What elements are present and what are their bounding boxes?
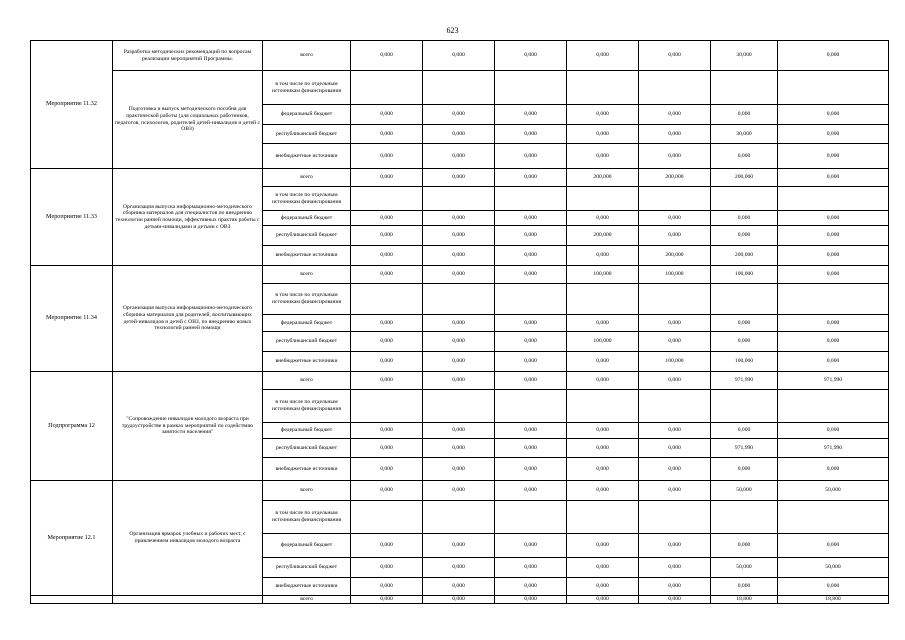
value-cell: 0,000 (711, 105, 778, 125)
source-label-extra: внебюджетные источники (263, 352, 351, 372)
value-cell: 0,000 (778, 105, 889, 125)
program-name: Мероприятие 11.34 (31, 266, 113, 372)
value-cell: 0,000 (567, 125, 639, 144)
value-cell: 0,000 (351, 423, 423, 439)
value-cell: 0,000 (351, 534, 423, 558)
value-cell: 0,000 (351, 144, 423, 169)
value-cell: 0,000 (351, 315, 423, 332)
value-cell: 0,000 (639, 144, 711, 169)
top-row-description: Разработка методических рекомендаций по вопросам реализации мероприятий Программы. (113, 41, 263, 71)
value-cell: 0,000 (778, 578, 889, 596)
value-cell: 0,000 (778, 266, 889, 284)
value-cell: 0,000 (495, 423, 567, 439)
empty-cell (778, 284, 889, 315)
value-cell: 50,000 (711, 558, 778, 578)
value-cell: 0,000 (639, 105, 711, 125)
value-cell: 100,000 (711, 352, 778, 372)
value-cell: 0,000 (351, 246, 423, 266)
value-cell: 0,000 (423, 578, 495, 596)
value-cell: 0,000 (351, 105, 423, 125)
value-cell: 0,000 (567, 458, 639, 481)
value-cell: 0,000 (351, 332, 423, 352)
value-cell: 50,000 (778, 481, 889, 501)
value-cell: 0,000 (711, 423, 778, 439)
value-cell: 0,000 (495, 534, 567, 558)
value-cell: 18,800 (711, 596, 778, 604)
value-cell: 0,000 (495, 144, 567, 169)
empty-cell (639, 501, 711, 534)
value-cell: 0,000 (495, 211, 567, 226)
value-cell: 0,000 (495, 596, 567, 604)
value-cell: 0,000 (495, 352, 567, 372)
value-cell: 200,000 (567, 169, 639, 187)
value-cell: 0,000 (778, 315, 889, 332)
empty-cell (711, 187, 778, 211)
value-cell: 0,000 (423, 246, 495, 266)
empty-cell (423, 501, 495, 534)
empty-cell (31, 596, 113, 604)
value-cell: 200,000 (711, 246, 778, 266)
value-cell: 0,000 (495, 105, 567, 125)
program-name: Мероприятие 11.33 (31, 169, 113, 266)
value-cell: 50,000 (711, 481, 778, 501)
source-label-federal: федеральный бюджет (263, 423, 351, 439)
empty-cell (495, 71, 567, 105)
program-description: Организация ярмарок учебных и рабочих мест, с привлечением инвалидов молодого возраста (113, 481, 263, 596)
source-label-incl: в том числе по отдельным источникам финансирования (263, 187, 351, 211)
value-cell: 0,000 (423, 144, 495, 169)
value-cell: 0,000 (567, 352, 639, 372)
value-cell: 0,000 (423, 481, 495, 501)
empty-cell (639, 71, 711, 105)
source-label-incl: в том числе по отдельным источникам финансирования (263, 71, 351, 105)
value-cell: 0,000 (351, 596, 423, 604)
value-cell: 971,990 (711, 439, 778, 458)
value-cell: 0,000 (639, 372, 711, 390)
value-cell: 0,000 (567, 315, 639, 332)
value-cell: 0,000 (495, 41, 567, 71)
value-cell: 0,000 (423, 439, 495, 458)
source-label-republic: республиканский бюджет (263, 226, 351, 246)
empty-cell (495, 390, 567, 423)
program-description: Подготовка и выпуск методического пособия для практической работы (для социальных работников, педагогов, психологов, родителей детей-инвалидов и детей с ОВЗ) (113, 71, 263, 169)
source-label-federal: федеральный бюджет (263, 105, 351, 125)
source-label-extra: внебюджетные источники (263, 578, 351, 596)
value-cell: 0,000 (639, 596, 711, 604)
value-cell: 0,000 (639, 315, 711, 332)
value-cell: 0,000 (351, 125, 423, 144)
value-cell: 0,000 (495, 266, 567, 284)
value-cell: 0,000 (351, 558, 423, 578)
value-cell: 0,000 (567, 105, 639, 125)
value-cell: 0,000 (711, 315, 778, 332)
value-cell: 0,000 (423, 352, 495, 372)
value-cell: 0,000 (778, 332, 889, 352)
value-cell: 0,000 (567, 558, 639, 578)
table-row-total (31, 266, 889, 284)
empty-cell (567, 71, 639, 105)
value-cell: 0,000 (639, 226, 711, 246)
value-cell: 0,000 (423, 458, 495, 481)
value-cell: 0,000 (423, 558, 495, 578)
value-cell: 0,000 (351, 266, 423, 284)
empty-cell (495, 187, 567, 211)
value-cell: 0,000 (567, 534, 639, 558)
source-label-total: всего (263, 169, 351, 187)
value-cell: 0,000 (423, 169, 495, 187)
value-cell: 0,000 (495, 169, 567, 187)
value-cell: 0,000 (567, 144, 639, 169)
value-cell: 0,000 (711, 211, 778, 226)
value-cell: 0,000 (423, 226, 495, 246)
empty-cell (423, 284, 495, 315)
value-cell: 0,000 (567, 596, 639, 604)
value-cell: 0,000 (423, 266, 495, 284)
value-cell: 0,000 (351, 352, 423, 372)
program-description: Организация выпуска информационно-методического сборника материалов для родителей, воспитывающих детей-инвалидов и детей с ОВЗ, по внедрению новых технологий ранней помощи (113, 266, 263, 372)
value-cell: 0,000 (423, 211, 495, 226)
table-row-total (31, 481, 889, 501)
value-cell: 100,000 (567, 332, 639, 352)
source-label-incl: в том числе по отдельным источникам финансирования (263, 501, 351, 534)
value-cell: 0,000 (778, 144, 889, 169)
value-cell: 0,000 (351, 481, 423, 501)
value-cell: 0,000 (639, 439, 711, 458)
value-cell: 0,000 (567, 481, 639, 501)
program-name: Подпрограмма 12 (31, 372, 113, 481)
value-cell: 0,000 (423, 596, 495, 604)
table-row-incl (31, 71, 889, 105)
value-cell: 0,000 (495, 246, 567, 266)
source-label-incl: в том числе по отдельным источникам финансирования (263, 390, 351, 423)
empty-cell (778, 71, 889, 105)
value-cell: 200,000 (639, 246, 711, 266)
source-label-incl: в том числе по отдельным источникам финансирования (263, 284, 351, 315)
source-label-republic: республиканский бюджет (263, 439, 351, 458)
value-cell: 0,000 (778, 211, 889, 226)
page-number: 623 (446, 26, 459, 35)
empty-cell (778, 390, 889, 423)
budget-table (30, 40, 889, 604)
value-cell: 0,000 (567, 246, 639, 266)
empty-cell (711, 501, 778, 534)
value-cell: 0,000 (711, 332, 778, 352)
value-cell: 971,990 (778, 439, 889, 458)
program-description: Организация выпуска информационно-методического сборника материалов для специалистов по внедрению технологии ранней помощи, эффективных практик работы с детьми-инвалидами и детьми с ОВЗ (113, 169, 263, 266)
value-cell: 0,000 (495, 372, 567, 390)
value-cell: 0,000 (423, 315, 495, 332)
value-cell: 0,000 (567, 578, 639, 596)
value-cell: 30,000 (711, 125, 778, 144)
source-label-total: всего (263, 372, 351, 390)
value-cell: 0,000 (778, 41, 889, 71)
table-row-total (31, 41, 889, 71)
value-cell: 200,000 (567, 226, 639, 246)
source-label-total: всего (263, 481, 351, 501)
empty-cell (711, 284, 778, 315)
value-cell: 50,000 (778, 558, 889, 578)
value-cell: 0,000 (351, 372, 423, 390)
value-cell: 0,000 (567, 423, 639, 439)
value-cell: 0,000 (567, 41, 639, 71)
source-label-republic: республиканский бюджет (263, 332, 351, 352)
empty-cell (639, 187, 711, 211)
value-cell: 0,000 (778, 125, 889, 144)
value-cell: 0,000 (495, 125, 567, 144)
value-cell: 0,000 (639, 558, 711, 578)
value-cell: 0,000 (495, 439, 567, 458)
empty-cell (711, 71, 778, 105)
empty-cell (567, 390, 639, 423)
value-cell: 0,000 (778, 226, 889, 246)
empty-cell (423, 187, 495, 211)
value-cell: 200,000 (639, 169, 711, 187)
empty-cell (351, 187, 423, 211)
value-cell: 0,000 (495, 226, 567, 246)
empty-cell (711, 390, 778, 423)
value-cell: 200,000 (711, 169, 778, 187)
empty-cell (495, 284, 567, 315)
empty-cell (567, 501, 639, 534)
empty-cell (567, 187, 639, 211)
value-cell: 0,000 (351, 41, 423, 71)
value-cell: 0,000 (639, 125, 711, 144)
program-name: Мероприятие 11.32 (31, 41, 113, 169)
value-cell: 0,000 (423, 332, 495, 352)
value-cell: 0,000 (567, 372, 639, 390)
value-cell: 0,000 (639, 211, 711, 226)
value-cell: 0,000 (639, 534, 711, 558)
value-cell: 0,000 (423, 372, 495, 390)
table-row-total (31, 169, 889, 187)
value-cell: 0,000 (423, 423, 495, 439)
value-cell: 0,000 (351, 439, 423, 458)
value-cell: 0,000 (423, 105, 495, 125)
value-cell: 0,000 (639, 481, 711, 501)
value-cell: 0,000 (567, 211, 639, 226)
value-cell: 30,000 (711, 41, 778, 71)
program-name: Мероприятие 12.1 (31, 481, 113, 596)
value-cell: 18,800 (778, 596, 889, 604)
program-description: "Сопровождение инвалидов молодого возраста при трудоустройстве в рамках мероприятий по содействию занятости населения" (113, 372, 263, 481)
value-cell: 0,000 (351, 226, 423, 246)
value-cell: 0,000 (778, 534, 889, 558)
value-cell: 971,990 (778, 372, 889, 390)
value-cell: 0,000 (351, 169, 423, 187)
value-cell: 0,000 (351, 458, 423, 481)
value-cell: 0,000 (423, 125, 495, 144)
value-cell: 0,000 (495, 578, 567, 596)
value-cell: 100,000 (711, 266, 778, 284)
source-label-republic: республиканский бюджет (263, 558, 351, 578)
source-label-total: всего (263, 266, 351, 284)
value-cell: 0,000 (711, 144, 778, 169)
value-cell: 0,000 (639, 578, 711, 596)
empty-cell (113, 596, 263, 604)
source-label-extra: внебюджетные источники (263, 458, 351, 481)
value-cell: 0,000 (495, 315, 567, 332)
value-cell: 0,000 (778, 423, 889, 439)
source-label-extra: внебюджетные источники (263, 144, 351, 169)
value-cell: 0,000 (778, 458, 889, 481)
value-cell: 0,000 (711, 458, 778, 481)
empty-cell (778, 187, 889, 211)
value-cell: 100,000 (567, 266, 639, 284)
value-cell: 0,000 (711, 226, 778, 246)
table-row-total (31, 596, 889, 604)
source-label-republic: республиканский бюджет (263, 125, 351, 144)
value-cell: 0,000 (639, 423, 711, 439)
empty-cell (423, 71, 495, 105)
value-cell: 0,000 (639, 332, 711, 352)
table-row-total (31, 372, 889, 390)
source-label-total: всего (263, 41, 351, 71)
value-cell: 0,000 (495, 458, 567, 481)
source-label-total: всего (263, 596, 351, 604)
empty-cell (351, 71, 423, 105)
value-cell: 100,000 (639, 352, 711, 372)
value-cell: 0,000 (495, 481, 567, 501)
source-label-federal: федеральный бюджет (263, 211, 351, 226)
empty-cell (423, 390, 495, 423)
empty-cell (351, 501, 423, 534)
empty-cell (778, 501, 889, 534)
source-label-federal: федеральный бюджет (263, 534, 351, 558)
value-cell: 0,000 (639, 41, 711, 71)
value-cell: 0,000 (778, 352, 889, 372)
value-cell: 0,000 (778, 246, 889, 266)
value-cell: 971,990 (711, 372, 778, 390)
value-cell: 0,000 (351, 211, 423, 226)
value-cell: 0,000 (639, 458, 711, 481)
empty-cell (351, 284, 423, 315)
value-cell: 0,000 (495, 332, 567, 352)
value-cell: 0,000 (495, 558, 567, 578)
empty-cell (351, 390, 423, 423)
value-cell: 0,000 (711, 578, 778, 596)
value-cell: 100,000 (639, 266, 711, 284)
value-cell: 0,000 (711, 534, 778, 558)
source-label-extra: внебюджетные источники (263, 246, 351, 266)
empty-cell (567, 284, 639, 315)
empty-cell (639, 284, 711, 315)
empty-cell (639, 390, 711, 423)
value-cell: 0,000 (351, 578, 423, 596)
value-cell: 0,000 (423, 41, 495, 71)
value-cell: 0,000 (778, 169, 889, 187)
value-cell: 0,000 (567, 439, 639, 458)
value-cell: 0,000 (423, 534, 495, 558)
empty-cell (495, 501, 567, 534)
source-label-federal: федеральный бюджет (263, 315, 351, 332)
